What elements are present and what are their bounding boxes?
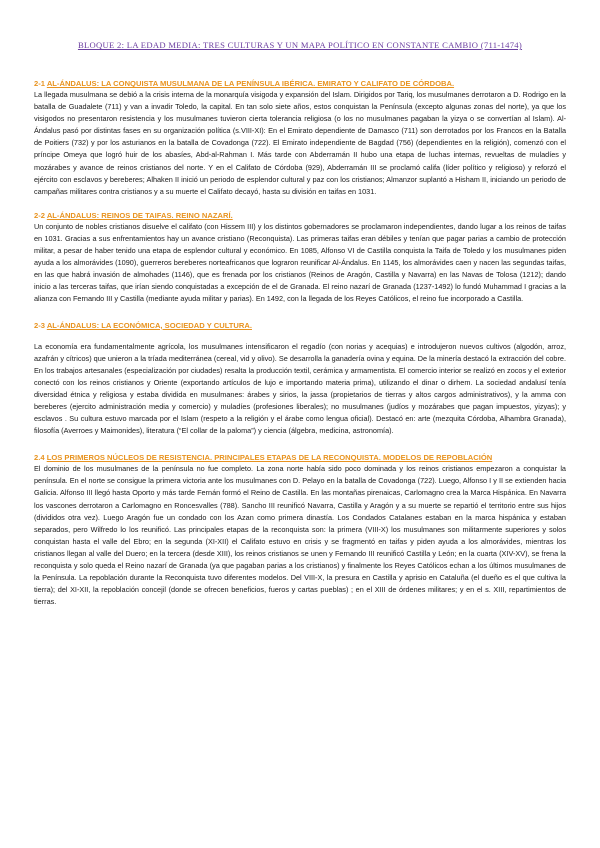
section-number: 2-2 xyxy=(34,210,45,220)
section-number: 2-1 xyxy=(34,79,45,88)
section-number: 2.4 xyxy=(34,453,45,463)
section-heading-text: AL-ÁNDALUS: LA ECONÓMICA, SOCIEDAD Y CULTURA. xyxy=(46,320,252,330)
document-title: BLOQUE 2: LA EDAD MEDIA: TRES CULTURAS Y UN MAPA POLÍTICO EN CONSTANTE CAMBIO (711-1474) xyxy=(77,40,523,50)
section-body: La economía era fundamentalmente agrícola, los musulmanes intensificaron el regadío (con norias y acequias) e introdujeron nuevos cultivos (algodón, arroz, azafrán y cítricos) que unieron a la tríada mediterránea (cereal, vid y olivo). Se desarrolla la ganadería ovina y equina. De la minería destacó la extracción del cobre. En los trabajos artesanales (especialización por ciudades) resalta la producción textil, cerámica y armamentista. El comercio interior se realizó en zocos y el exterior conectó con los reinos cristianos y Oriente (exportando artículos de lujo e importando materia prima), utilizando el dinar o dirhem. La sociedad andalusí tenía diversidad étnica y religiosa y estaba dividida en musulmanes: árabes y sirios, la jassa (propietarios de tierras y altos cargos administrativos), y la amma con bereberes (ejercito administración media y comercio) y muladíes (profesiones liberales); no musulmanes (judíos y mozárabes que pagan impuestos, yizyas); y esclavos . Su cultura estuvo marcada por el Islam (respeto a la religión y el árabe como lengua oficial). Destacó en: arte (mezquita Córdoba, Alhambra Granada), filosofía (Averroes y Maimonides), literatura (“El collar de la paloma”) y ciencia (álgebra, medicina, astronomía). xyxy=(34,341,566,436)
section-economia-sociedad-cultura xyxy=(34,321,566,438)
section-heading xyxy=(34,79,566,88)
section-body: El dominio de los musulmanes de la península no fue completo. La zona norte había sido poco dominada y los reinos cristianos empezaron a conquistar la península. En el norte se consigue la primera victoria ante los musulmanes con D. Pelayo en la batalla de Covadonga (722). Luego, Alfonso I y II se extienden hacia Galicia. Alfonso III llegó hasta Oporto y más tarde Fernán formó el Reino de Castilla. En las montañas pirenaicas, Carlomagno crea la Marca Hispánica. En Navarra los vascones derrotaron a Carlomagno en Roncesvalles (788). Sancho III reunificó Navarra, Castilla y Aragón y a su muerte se repartió el territorio entre sus hijos (divididos otra vez). Luego Aragón fue un condado con los Azan como primera dinastía. Los Condados Catalanes estaban en la marca hispánica y estaban separados, pero Wilfredo lo los reunificó. Las principales etapas de la reconquista son: la primera (VIII-X) los musulmanes son militarmente superiores y solos conquistan hasta el valle del Ebro; en la segunda (XI-XII) el Califato estuvo en crisis y se fragmentó en taifas y piden ayuda a los almorávides, mientras los cristianos llegan al valle del Duero; en la tercera (desde XIII), los reinos cristianos se unen y Fernando III reunificó Castilla y León; en la cuarta (XIV-XV), se frena la reconquista y solo queda el Reino nazarí de Granada (ya que pagaban parias a los cristianos) y finalmente los Reyes Católicos echan a los últimos musulmanes de la Península. La repoblación durante la Reconquista tuvo diferentes modelos. Del VIII-X, la presura en Castilla y aprisio en Cataluña (el dueño es el que cultiva la tierra); del XI-XII, la repoblación concejil (donde se ofrecen beneficios, fueros y cartas pueblas) ; en el XIII de órdenes militares; y en el s. XIII, repartimientos de tierras. xyxy=(34,464,566,607)
section-heading-text: AL-ÁNDALUS: LA CONQUISTA MUSULMANA DE LA PENÍNSULA IBÉRICA. EMIRATO Y CALIFATO DE CÓRDOBA. xyxy=(46,79,455,88)
section-body: La llegada musulmana se debió a la crisis interna de la monarquía visigoda y expansión del Islam. Dirigidos por Tariq, los musulmanes derrotaron a D. Rodrigo en la batalla de Guadalete (711) y van a invadir Toledo, la capital. En tan solo siete años, estos conquistan la Península (excepto algunas zonas del norte), ya que los visigodos no presentaron resistencia y los musulmanes tuvieron cierta tolerancia religiosa (o los no musulmanes pagaban la yizya o se convertían al Islam). Al-Ándalus pasó por distintas fases en su organización política (s.VIII-XI): En el Emirato dependiente de Damasco (711) son derrotados por los Francos en la Batalla de Poitiers (732) y por los asturianos en la batalla de Covadonga (722). El Emirato independiente de Bagdad (756) (dependientes en la religión), comenzó con el príncipe Omeya que logró huir de los abasíes, Abd-al-Rahman I. Más tarde con Abderramán II hubo una etapa de luchas internas, revueltas de muladíes y mozárabes y avance de reinos cristianos del norte. Y en el Califato de Córdoba (929), Abderramán III se proclamó califa (líder político y religioso) y reforzó el ejército con esclavos y bereberes; Alhaken II inició un periodo de esplendor cultural y paz con los cristianos; Almanzor suplantó a Hisham II, iniciando un periodo de campañas militares contra cristianos y a su muerte el Califato decayó, hasta su división en taifas en 1031. xyxy=(34,90,566,196)
section-nucleos-resistencia xyxy=(34,453,566,608)
section-heading-text: AL-ÁNDALUS: REINOS DE TAIFAS. REINO NAZARÍ. xyxy=(46,210,233,220)
section-heading xyxy=(34,211,566,220)
section-reinos-taifas xyxy=(34,211,566,306)
section-heading xyxy=(34,453,566,462)
section-heading-text: LOS PRIMEROS NÚCLEOS DE RESISTENCIA. PRINCIPALES ETAPAS DE LA RECONQUISTA. MODELOS DE REPOBLACIÓN xyxy=(46,453,493,463)
section-body: Un conjunto de nobles cristianos disuelve el califato (con Hissem III) y los distintos gobernadores se proclamaron independientes, dando lugar a los reinos de taifas en 1031. Gracias a sus enfrentamientos hay un avance cristiano (Reconquista). Las primeras taifas eran débiles y tenían que pagar parias a cambio de protección militar, a pesar de haber tenido una etapa de esplendor cultural y económico. En 1085, Alfonso VI de Castilla conquista la Taifa de Toledo y los musulmanes piden ayuda a los almorávides (1090), guerreros bereberes norteafricanos que lograron reunificar Al-Ándalus. En 1145, los almorávides caen y nacen las segundas taifas, en las que habrá invasión de almohades (1146), que es frenada por los cristianos (Reinos de Aragón, Castilla y Navarra) en las Navas de Tolosa (1212); dando inicio a las terceras taifas, que irían siendo conquistadas a excepción de el de Granada. El reino nazarí de Granada (1237-1492) lo fundó Muhammad I gracias a la alianza con Fernando III y Castilla (mediante ayuda militar y parias). En 1492, con la llegada de los Reyes Católicos, el reino fue incorporado a Castilla. xyxy=(34,221,566,304)
section-al-andalus-conquista xyxy=(34,79,566,198)
section-heading xyxy=(34,321,566,330)
section-number: 2-3 xyxy=(34,320,45,330)
